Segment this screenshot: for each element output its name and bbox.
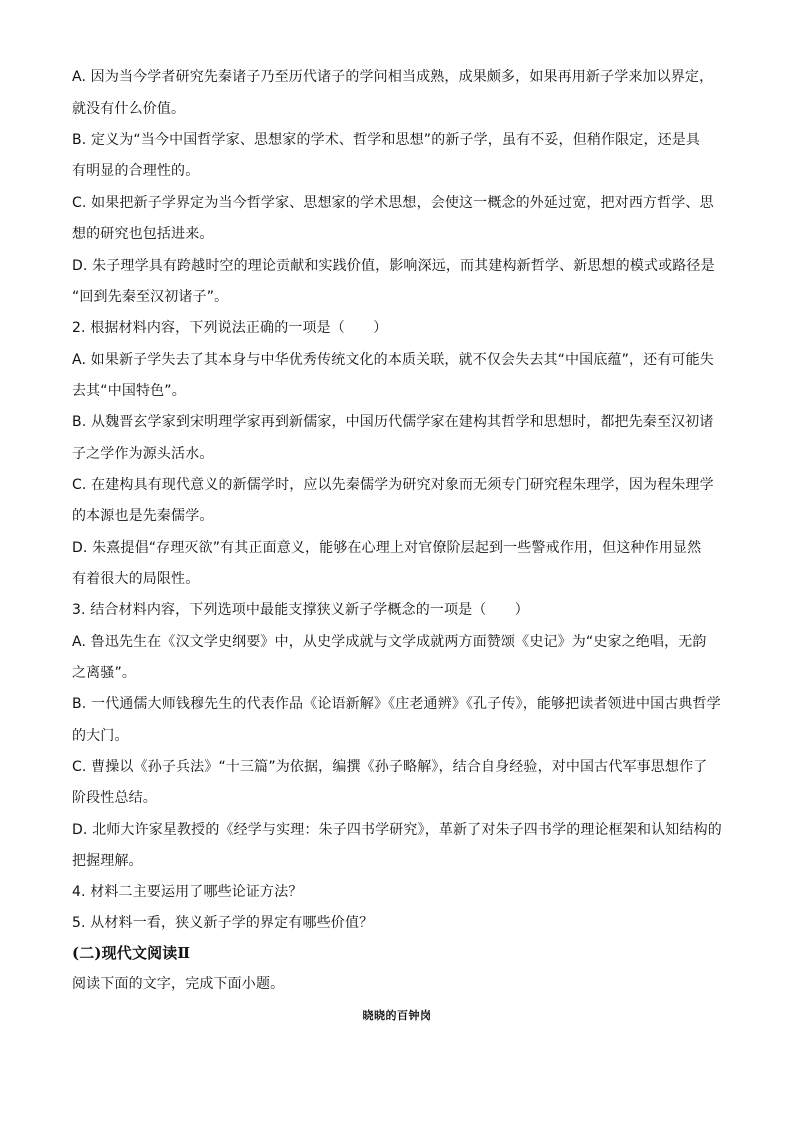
question-2-option-a-line-1: A. 如果新子学失去了其本身与中华优秀传统文化的本质关联，就不仅会失去其“中国底蕴”，还有可能失 <box>72 352 714 368</box>
question-2-option-a-line-2: 去其“中国特色”。 <box>72 383 186 399</box>
question-2-option-d-line-1: D. 朱熹提倡“存理灭欲”有其正面意义，能够在心理上对官僚阶层起到一些警戒作用，但这种作用显然 <box>72 540 702 556</box>
question-3-option-c-line-2: 阶段性总结。 <box>72 790 157 806</box>
question-2-option-b-line-1: B. 从魏晋玄学家到宋明理学家再到新儒家，中国历代儒学家在建构其哲学和思想时，都把先秦至汉初诸 <box>72 414 714 430</box>
reading-instruction: 阅读下面的文字，完成下面小题。 <box>72 976 285 992</box>
question-2-stem: 2. 根据材料内容，下列说法正确的一项是（ ） <box>72 320 388 336</box>
question-3-option-a-line-1: A. 鲁迅先生在《汉文学史纲要》中，从史学成就与文学成就两方面赞颂《史记》为“史家之绝唱，无韵 <box>72 634 707 650</box>
question-3-option-d-line-2: 把握理解。 <box>72 853 143 869</box>
question-3-option-d-line-1: D. 北师大许家星教授的《经学与实理：朱子四书学研究》，革新了对朱子四书学的理论框架和认知结构的 <box>72 822 722 838</box>
passage-title: 晓晓的百钟岗 <box>362 1009 432 1022</box>
question-2-option-c-line-2: 的本源也是先秦儒学。 <box>72 508 214 524</box>
question-3-option-a-line-2: 之离骚”。 <box>72 665 137 681</box>
question-3-stem: 3. 结合材料内容，下列选项中最能支撑狭义新子学概念的一项是（ ） <box>72 602 529 618</box>
question-2-option-d-line-2: 有着很大的局限性。 <box>72 571 200 587</box>
question-4: 4. 材料二主要运用了哪些论证方法？ <box>72 884 303 900</box>
question-1-option-d-line-2: “回到先秦至汉初诸子”。 <box>72 289 229 305</box>
question-3-option-b-line-1: B. 一代通儒大师钱穆先生的代表作品《论语新解》《庄老通辨》《孔子传》，能够把读者领进中国古典哲学 <box>72 696 721 712</box>
question-1-option-c-line-2: 想的研究也包括进来。 <box>72 226 214 242</box>
question-1-option-b-line-1: B. 定义为“当今中国哲学家、思想家的学术、哲学和思想”的新子学，虽有不妥，但稍作限定，还是具 <box>72 132 701 148</box>
question-3-option-b-line-2: 的大门。 <box>72 728 129 744</box>
question-2-option-c-line-1: C. 在建构具有现代意义的新儒学时，应以先秦儒学为研究对象而无须专门研究程朱理学，因为程朱理学 <box>72 477 714 493</box>
question-1-option-a-line-2: 就没有什么价值。 <box>72 101 186 117</box>
question-1-option-d-line-1: D. 朱子理学具有跨越时空的理论贡献和实践价值，影响深远，而其建构新哲学、新思想的模式或路径是 <box>72 258 715 274</box>
section-heading: (二)现代文阅读Ⅱ <box>72 944 191 962</box>
question-1-option-b-line-2: 有明显的合理性的。 <box>72 163 200 179</box>
question-1-option-c-line-1: C. 如果把新子学界定为当今哲学家、思想家的学术思想，会使这一概念的外延过宽，把对西方哲学、思 <box>72 195 714 211</box>
question-2-option-b-line-2: 子之学作为源头活水。 <box>72 446 214 462</box>
question-5: 5. 从材料一看，狭义新子学的界定有哪些价值？ <box>72 915 374 931</box>
question-1-option-a-line-1: A. 因为当今学者研究先秦诸子乃至历代诸子的学问相当成熟，成果颇多，如果再用新子学来加以界定， <box>72 69 714 85</box>
question-3-option-c-line-1: C. 曹操以《孙子兵法》“十三篇”为依据，编撰《孙子略解》，结合自身经验，对中国古代军事思想作了 <box>72 759 708 775</box>
